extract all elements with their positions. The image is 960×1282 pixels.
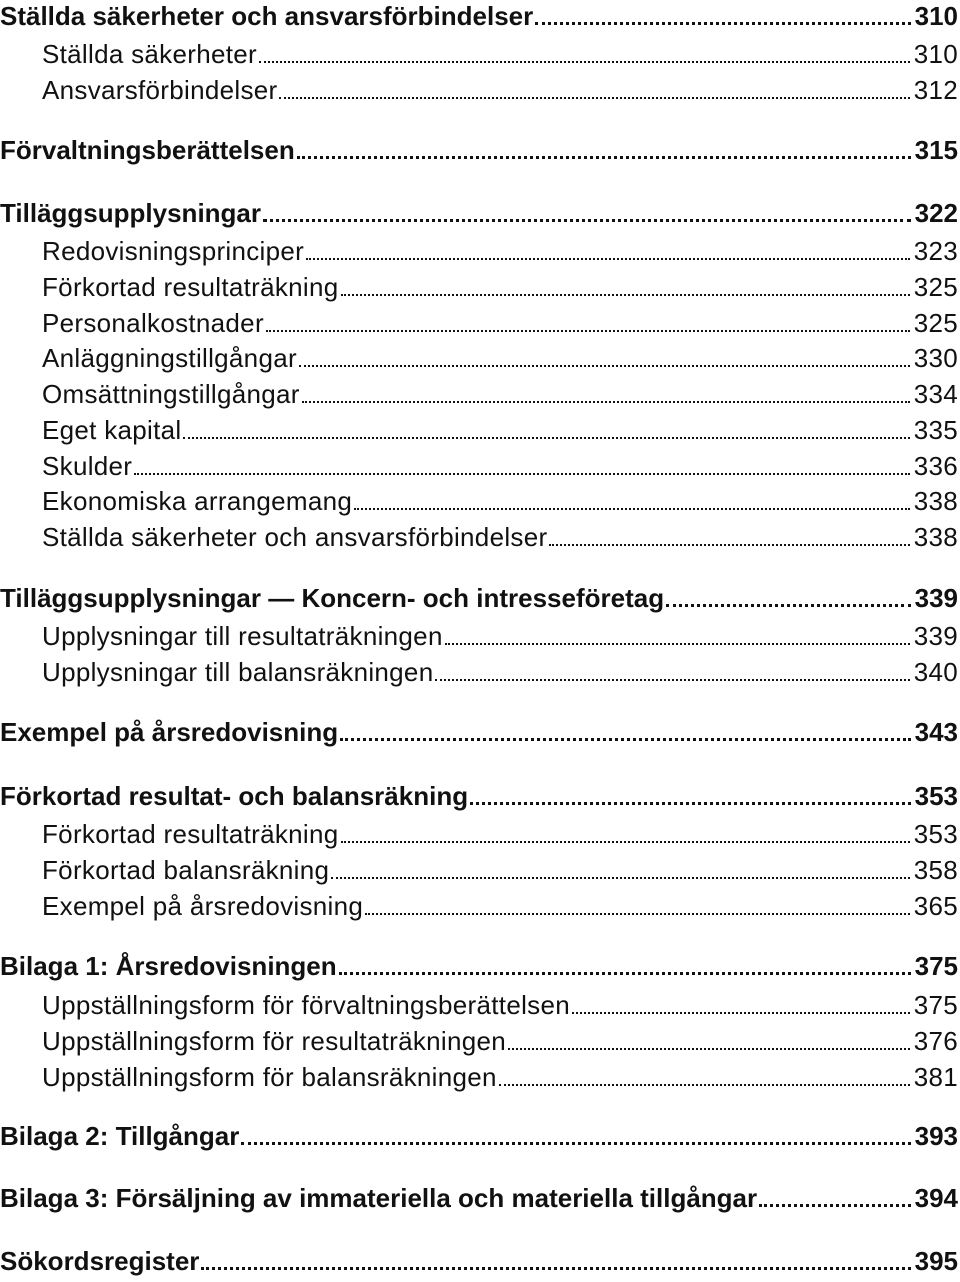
toc-entry-page: 334: [913, 379, 958, 409]
toc-leader-dots: [445, 625, 910, 645]
toc-entry-page: 325: [913, 308, 958, 338]
toc-entry: [0, 989, 958, 1021]
toc-entry: [0, 716, 958, 748]
toc-entry: [0, 620, 958, 652]
toc-entry-page: 323: [913, 236, 958, 266]
toc-entry: [0, 818, 958, 850]
toc-entry-title: Bilaga 2: Tillgångar: [0, 1121, 240, 1151]
toc-entry-title: Ställda säkerheter och ansvarsförbindelser: [0, 1, 534, 31]
toc-entry: [0, 854, 958, 886]
toc-entry-page: 340: [913, 657, 958, 687]
toc-entry-page: 343: [914, 717, 958, 747]
toc-entry: [0, 235, 958, 267]
toc-leader-dots: [572, 994, 910, 1014]
toc-entry: [0, 950, 958, 982]
toc-leader-dots: [299, 347, 910, 367]
toc-entry: [0, 1120, 958, 1152]
toc-entry-page: 353: [914, 781, 958, 811]
toc-leader-dots: [341, 276, 910, 296]
toc-entry-title: Ekonomiska arrangemang: [42, 486, 353, 516]
toc-entry-page: 375: [914, 951, 958, 981]
toc-entry-title: Exempel på årsredovisning: [0, 717, 339, 747]
toc-entry: [0, 656, 958, 688]
toc-entry-title: Upplysningar till balansräkningen: [42, 657, 434, 687]
toc-entry-page: 394: [914, 1183, 958, 1213]
toc-entry-title: Förkortad resultaträkning: [42, 272, 339, 302]
toc-leader-dots: [549, 526, 909, 546]
toc-entry: [0, 0, 958, 32]
toc-entry: [0, 271, 958, 303]
toc-entry: [0, 197, 958, 229]
toc-leader-dots: [134, 455, 909, 475]
toc-entry-title: Ansvarsförbindelser: [42, 75, 278, 105]
toc-entry: [0, 307, 958, 339]
toc-entry: [0, 378, 958, 410]
toc-entry-page: 315: [914, 135, 958, 165]
toc-entry: [0, 134, 958, 166]
toc-entry-page: 395: [914, 1246, 958, 1276]
toc-entry-title: Förvaltningsberättelsen: [0, 135, 295, 165]
toc-entry-page: 336: [913, 451, 958, 481]
toc-entry-title: Redovisningsprinciper: [42, 236, 305, 266]
toc-leader-dots: [183, 419, 909, 439]
toc-leader-dots: [259, 43, 910, 63]
toc-entry: [0, 1061, 958, 1093]
toc-leader-dots: [759, 1187, 910, 1207]
toc-entry-title: Tilläggsupplysningar: [0, 198, 262, 228]
toc-entry-title: Bilaga 3: Försäljning av immateriella och materiella tillgångar: [0, 1183, 758, 1213]
toc-entry: [0, 1245, 958, 1277]
toc-entry-title: Sökordsregister: [0, 1246, 200, 1276]
toc-leader-dots: [470, 785, 911, 805]
toc-leader-dots: [499, 1066, 910, 1086]
toc-entry-page: 338: [913, 486, 958, 516]
toc-entry: [0, 485, 958, 517]
toc-entry-page: 339: [913, 621, 958, 651]
toc-entry-title: Ställda säkerheter och ansvarsförbindelser: [42, 522, 548, 552]
toc-entry-page: 353: [913, 819, 958, 849]
toc-entry: [0, 414, 958, 446]
toc-entry-title: Anläggningstillgångar: [42, 343, 297, 373]
toc-leader-dots: [354, 490, 910, 510]
toc-entry: [0, 582, 958, 614]
toc-leader-dots: [508, 1030, 910, 1050]
toc-leader-dots: [331, 859, 909, 879]
toc-entry: [0, 890, 958, 922]
toc-leader-dots: [297, 139, 911, 159]
toc-entry: [0, 1182, 958, 1214]
toc-leader-dots: [365, 895, 910, 915]
toc-entry-page: 358: [913, 855, 958, 885]
toc-entry-title: Omsättningstillgångar: [42, 379, 300, 409]
toc-entry: [0, 38, 958, 70]
toc-entry: [0, 74, 958, 106]
toc-entry-page: 338: [913, 522, 958, 552]
toc-entry: [0, 1025, 958, 1057]
toc-entry-page: 335: [913, 415, 958, 445]
toc-entry-page: 330: [913, 343, 958, 373]
toc-entry-page: 381: [913, 1062, 958, 1092]
toc-leader-dots: [263, 202, 911, 222]
toc-entry-title: Uppställningsform för förvaltningsberättelsen: [42, 990, 570, 1020]
toc-entry: [0, 342, 958, 374]
toc-leader-dots: [341, 823, 910, 843]
toc-leader-dots: [306, 240, 910, 260]
toc-entry-page: 325: [913, 272, 958, 302]
toc-entry-title: Personalkostnader: [42, 308, 264, 338]
toc-entry-page: 365: [913, 891, 958, 921]
toc-entry-title: Förkortad resultaträkning: [42, 819, 339, 849]
toc-entry-title: Eget kapital: [42, 415, 182, 445]
toc-leader-dots: [435, 661, 909, 681]
toc-entry-title: Förkortad resultat- och balansräkning: [0, 781, 469, 811]
toc-leader-dots: [279, 79, 909, 99]
toc-entry: [0, 450, 958, 482]
toc-entry-page: 375: [913, 990, 958, 1020]
toc-leader-dots: [535, 5, 910, 25]
toc-leader-dots: [666, 587, 911, 607]
toc-leader-dots: [201, 1250, 910, 1270]
toc-entry-title: Tilläggsupplysningar — Koncern- och intresseföretag: [0, 583, 665, 613]
toc-entry-page: 322: [914, 198, 958, 228]
toc-entry-title: Ställda säkerheter: [42, 39, 257, 69]
toc-entry-title: Upplysningar till resultaträkningen: [42, 621, 443, 651]
toc-leader-dots: [266, 312, 910, 332]
toc-entry-page: 312: [913, 75, 958, 105]
toc-entry-page: 339: [914, 583, 958, 613]
toc-leader-dots: [302, 383, 910, 403]
toc-entry-title: Exempel på årsredovisning: [42, 891, 364, 921]
toc-entry-title: Uppställningsform för resultaträkningen: [42, 1026, 507, 1056]
toc-leader-dots: [339, 955, 911, 975]
toc-leader-dots: [241, 1125, 910, 1145]
toc-leader-dots: [340, 721, 910, 741]
toc-entry-title: Bilaga 1: Årsredovisningen: [0, 951, 337, 981]
toc-entry-title: Skulder: [42, 451, 133, 481]
toc-entry-page: 310: [914, 1, 958, 31]
toc-entry-title: Förkortad balansräkning: [42, 855, 330, 885]
toc-entry-page: 310: [913, 39, 958, 69]
toc-entry-page: 376: [913, 1026, 958, 1056]
toc-entry: [0, 521, 958, 553]
toc-entry-page: 393: [914, 1121, 958, 1151]
toc-entry: [0, 780, 958, 812]
toc-entry-title: Uppställningsform för balansräkningen: [42, 1062, 497, 1092]
